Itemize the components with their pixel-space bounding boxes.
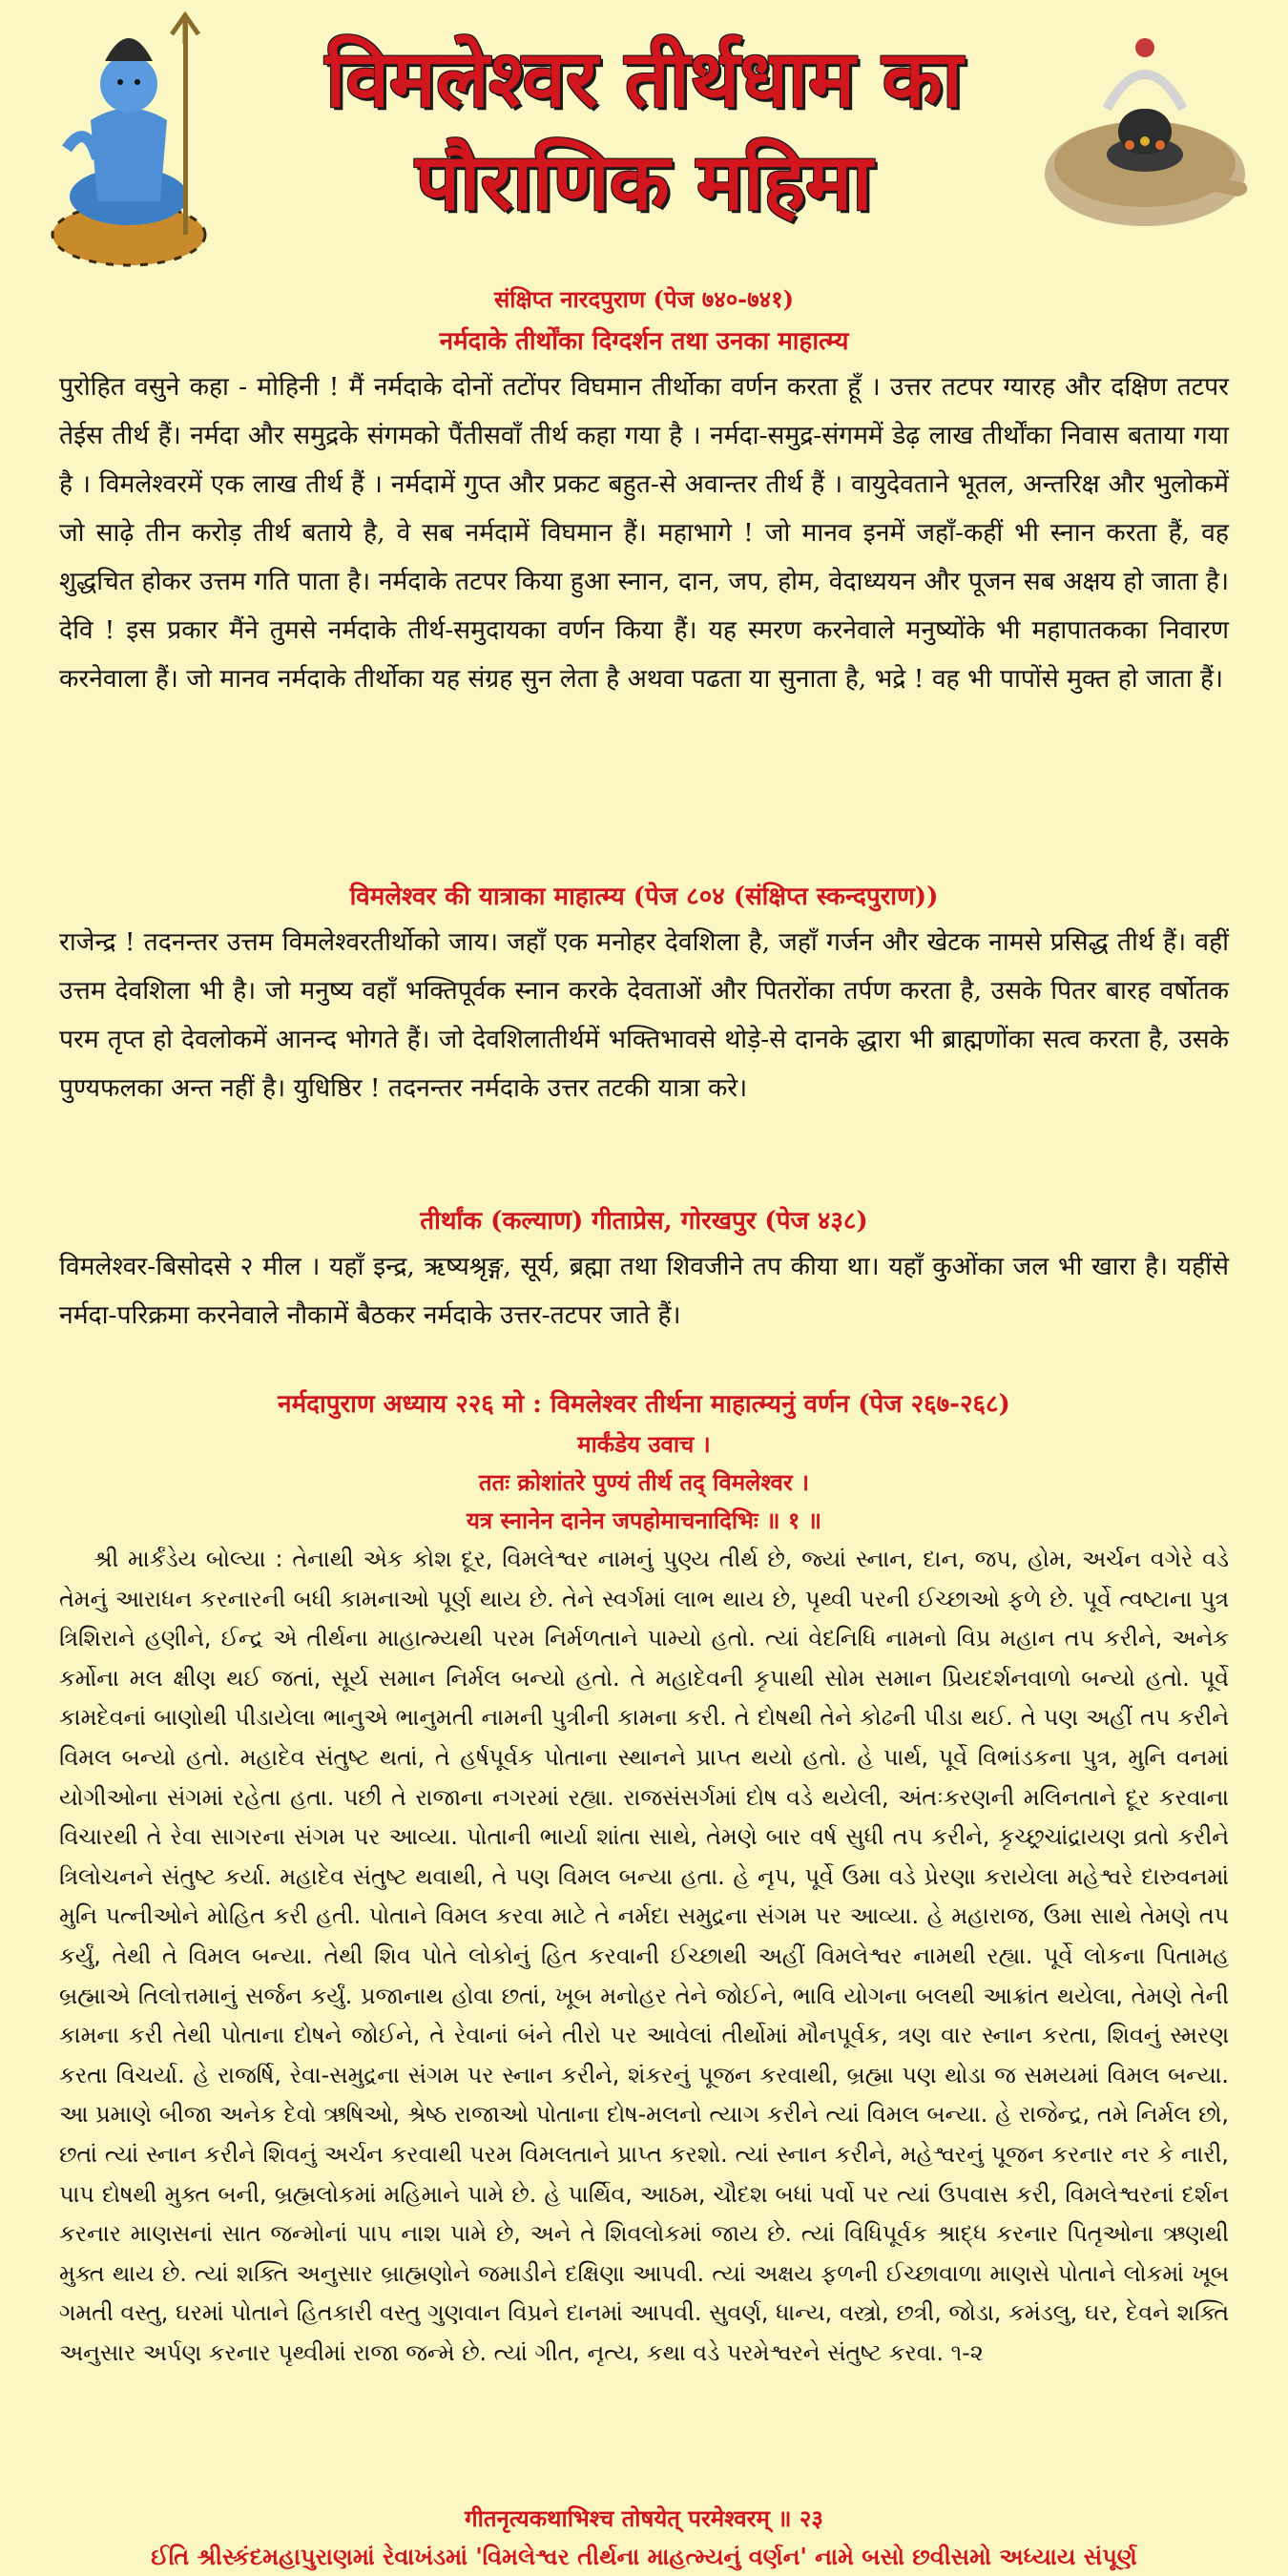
section-body: विमलेश्वर-बिसोदसे २ मील । यहाँ इन्द्र, ऋष्यश्रृङ्ग, सूर्य, ब्रह्मा तथा शिवजीने तप कीया था। यहाँ कुओंका जल भी खारा है। यहींसे नर्मदा-परिक्रमा करनेवाले नौकामें बैठकर नर्मदाके उत्तर-तटपर जाते हैं। xyxy=(59,1252,1229,1330)
page-title-line-1: विमलेश्वर तीर्थधाम का xyxy=(325,33,963,125)
section-narmada-purana xyxy=(59,1383,1229,2373)
verse-line-1: मार्कंडेय उवाच । xyxy=(577,1430,711,1458)
section-tirthank xyxy=(59,1200,1229,1340)
shiva-icon xyxy=(38,6,219,273)
header xyxy=(0,0,1288,262)
section-body: શ્રી માર્કંડેય બોલ્યા : તેનાથી એક કોશ દૂર, વિમલેશ્વર નામનું પુણ્ય તીર્થ છે, જ્યાં સ્નાન, દાન, જપ, હોમ, અર્ચન વગેરે વડે તેમનું આરાધન કરનારની બધી કામનાઓ પૂર્ણ થાય છે. તેને સ્વર્ગમાં લાભ થાય છે, પૃથ્વી પરની ઈચ્છાઓ ફળે છે. પૂર્વે ત્વષ્ટાના પુત્ર ત્રિશિરાને હણીને, ઈન્દ્ર એ તીર્થના માહાત્મ્યથી પરમ નિર્મળતાને પામ્યો હતો. ત્યાં વેદનિધિ નામનો વિપ્ર મહાન તપ કરીને, અનેક કર્મોના મલ ક્ષીણ થઈ જતાં, સૂર્ય સમાન નિર્મલ બન્યો હતો. તે મહાદેવની કૃપાથી સોમ સમાન પ્રિયદર્શનવાળો બન્યો હતો. પૂર્વે કામદેવનાં બાણોથી પીડાયેલા ભાનુએ ભાનુમતી નામની પુત્રીની કામના કરી. તે દોષથી તેને કોઢની પીડા થઈ. તે પણ અહીં તપ કરીને વિમલ બન્યો હતો. મહાદેવ સંતુષ્ટ થતાં, તે હર્ષપૂર્વક પોતાના સ્થાનને પ્રાપ્ત થયો હતો. હે પાર્થ, પૂર્વે વિભાંડકના પુત્ર, મુનિ વનમાં યોગીઓના સંગમાં રહેતા હતા. પછી તે રાજાના નગરમાં રહ્યા. રાજસંસર્ગમાં દોષ વડે થયેલી, અંતઃકરણની મલિનતાને દૂર કરવાના વિચારથી તે રેવા સાગરના સંગમ પર આવ્યા. પોતાની ભાર્યા શાંતા સાથે, તેમણે બાર વર્ષ સુધી તપ કરીને, કૃચ્છ્રચાંદ્રાયણ વ્રતો કરીને ત્રિલોચનને સંતુષ્ટ કર્યા. મહાદેવ સંતુષ્ટ થવાથી, તે પણ વિમલ બન્યા હતા. હે નૃપ, પૂર્વે ઉમા વડે પ્રેરણા કરાયેલા મહેશ્વરે દારુવનમાં મુનિ પત્નીઓને મોહિત કરી હતી. પોતાને વિમલ કરવા માટે તે નર્મદા સમુદ્રના સંગમ પર આવ્યા. હે મહારાજ, ઉમા સાથે તેમણે તપ કર્યું, તેથી તે વિમલ બન્યા. તેથી શિવ પોતે લોકોનું હિત કરવાની ઈચ્છાથી અહીં વિમલેશ્વર નામથી રહ્યા. પૂર્વે લોકના પિતામહ બ્રહ્માએ તિલોત્તમાનું સર્જન કર્યું. પ્રજાનાથ હોવા છતાં, ખૂબ મનોહર તેને જોઈને, ભાવિ યોગના બલથી આક્રાંત થયેલા, તેમણે તેની કામના કરી તેથી પોતાના દોષને જોઈને, તે રેવાનાં બંને તીરો પર આવેલાં તીર્થોમાં મૌનપૂર્વક, ત્રણ વાર સ્નાન કરતા, શિવનું સ્મરણ કરતા વિચર્યા. હે રાજર્ષિ, રેવા-સમુદ્રના સંગમ પર સ્નાન કરીને, શંકરનું પૂજન કરવાથી, બ્રહ્મા પણ થોડા જ સમયમાં વિમલ બન્યા. આ પ્રમાણે બીજા અનેક દેવો ઋષિઓ, શ્રેષ્ઠ રાજાઓ પોતાના દોષ-મલનો ત્યાગ કરીને ત્યાં વિમલ બન્યા. હે રાજેન્દ્ર, તમે નિર્મલ છો, છતાં ત્યાં સ્નાન કરીને શિવનું અર્ચન કરવાથી પરમ વિમલતાને પ્રાપ્ત કરશો. ત્યાં સ્નાન કરીને, મહેશ્વરનું પૂજન કરનાર નર કે નારી, પાપ દોષથી મુક્ત બની, બ્રહ્મલોકમાં મહિમાને પામે છે. હે પાર્થિવ, આઠમ, ચૌદશ બધાં પર્વો પર ત્યાં ઉપવાસ કરી, વિમલેશ્વરનાં દર્શન કરનાર માણસનાં સાત જન્મોનાં પાપ નાશ પામે છે, અને તે શિવલોકમાં જાય છે. ત્યાં વિધિપૂર્વક શ્રાદ્ધ કરનાર પિતૃઓના ઋણથી મુક્ત થાય છે. ત્યાં શક્તિ અનુસાર બ્રાહ્મણોને જમાડીને દક્ષિણા આપવી. ત્યાં અક્ષય ફળની ઈચ્છાવાળા માણસે પોતાને લોકમાં ખૂબ ગમતી વસ્તુ, ઘરમાં પોતાને હિતકારી વસ્તુ ગુણવાન વિપ્રને દાનમાં આપવી. સુવર્ણ, ધાન્ય, વસ્ત્રો, છત્રી, જોડા, કમંડલુ, ઘર, દેવને શક્તિ અનુસાર અર્પણ કરનાર પૃથ્વીમાં રાજા જન્મે છે. ત્યાં ગીત, નૃત્ય, કથા વડે પરમેશ્વરને સંતુષ્ટ કરવા. ૧-૨ xyxy=(59,1546,1229,2366)
section-skanda-purana xyxy=(59,876,1229,1112)
section-heading: नर्मदाके तीर्थोंका दिग्दर्शन तथा उनका माहात्म्य xyxy=(439,327,849,356)
section-heading: विमलेश्वर की यात्राका माहात्म्य (पेज ८०४ (संक्षिप्त स्कन्दपुराण)) xyxy=(349,883,939,911)
section-narad-purana xyxy=(59,279,1229,703)
section-body: राजेन्द्र ! तदनन्तर उत्तम विमलेश्वरतीर्थोको जाय। जहाँ एक मनोहर देवशिला है, जहाँ गर्जन और खेटक नामसे प्रसिद्ध तीर्थ हैं। वहीं उत्तम देवशिला भी है। जो मनुष्य वहाँ भक्तिपूर्वक स्नान करके देवताओं और पितरोंका तर्पण करता है, उसके पितर बारह वर्षोतक परम तृप्त हो देवलोकमें आनन्द भोगते हैं। जो देवशिलातीर्थमें भक्तिभावसे थोड़े-से दानके द्धारा भी ब्राह्मणोंका सत्व करता है, उसके पुण्यफलका अन्त नहीं है। युधिष्ठिर ! तदनन्तर नर्मदाके उत्तर तटकी यात्रा करे। xyxy=(59,927,1229,1103)
shivling-icon xyxy=(1030,21,1259,250)
footer xyxy=(59,2500,1229,2576)
footer-verse: गीतनृत्यकथाभिश्च तोषयेत् परमेश्वरम् ॥ २३ xyxy=(465,2504,823,2532)
verse-line-3: यत्र स्नानेन दानेन जपहोमाचनादिभिः ॥ १ ॥ xyxy=(466,1506,822,1534)
section-heading: नर्मदापुराण अध्याय २२६ मो : विमलेश्वर तीर्थना माहात्म्यनुं वर्णन (पेज २६७-२६८) xyxy=(278,1390,1010,1419)
page-title-line-2: पौराणिक महिमा xyxy=(415,136,873,228)
footer-colophon: ઈતિ શ્રીસ્કંદમહાપુરાણમાં રેવાખંડમાં 'વિમલેશ્વર તીર્થના માહત્મ્યનું વર્ણન' નામે બસો છવીસમો અધ્યાય સંપૂર્ણ xyxy=(151,2543,1137,2570)
verse-line-2: ततः क्रोशांतरे पुण्यं तीर्थ तद् विमलेश्वर । xyxy=(478,1468,810,1496)
section-source: संक्षिप्त नारदपुराण (पेज ७४०-७४१) xyxy=(494,285,794,313)
section-heading: तीर्थांक (कल्याण) गीताप्रेस, गोरखपुर (पेज ४३८) xyxy=(420,1207,868,1236)
section-body: पुरोहित वसुने कहा - मोहिनी ! मैं नर्मदाके दोनों तटोंपर विघमान तीर्थोका वर्णन करता हूँ । उत्तर तटपर ग्यारह और दक्षिण तटपर तेईस तीर्थ हैं। नर्मदा और समुद्रके संगमको पैंतीसवाँ तीर्थ कहा गया है । नर्मदा-समुद्र-संगममें डेढ़ लाख तीर्थोंका निवास बताया गया है । विमलेश्वरमें एक लाख तीर्थ हैं । नर्मदामें गुप्त और प्रकट बहुत-से अवान्तर तीर्थ हैं । वायुदेवताने भूतल, अन्तरिक्ष और भुलोकमें जो साढ़े तीन करोड़ तीर्थ बताये है, वे सब नर्मदामें विघमान हैं। महाभागे ! जो मानव इनमें जहाँ-कहीं भी स्नान करता हैं, वह शुद्धचित होकर उत्तम गति पाता है। नर्मदाके तटपर किया हुआ स्नान, दान, जप, होम, वेदाध्ययन और पूजन सब अक्षय हो जाता है। देवि ! इस प्रकार मैंने तुमसे नर्मदाके तीर्थ-समुदायका वर्णन किया हैं। यह स्मरण करनेवाले मनुष्योंके भी महापातकका निवारण करनेवाला हैं। जो मानव नर्मदाके तीर्थोका यह संग्रह सुन लेता है अथवा पढता या सुनाता है, भद्रे ! वह भी पापोंसे मुक्त हो जाता हैं। xyxy=(59,372,1229,694)
